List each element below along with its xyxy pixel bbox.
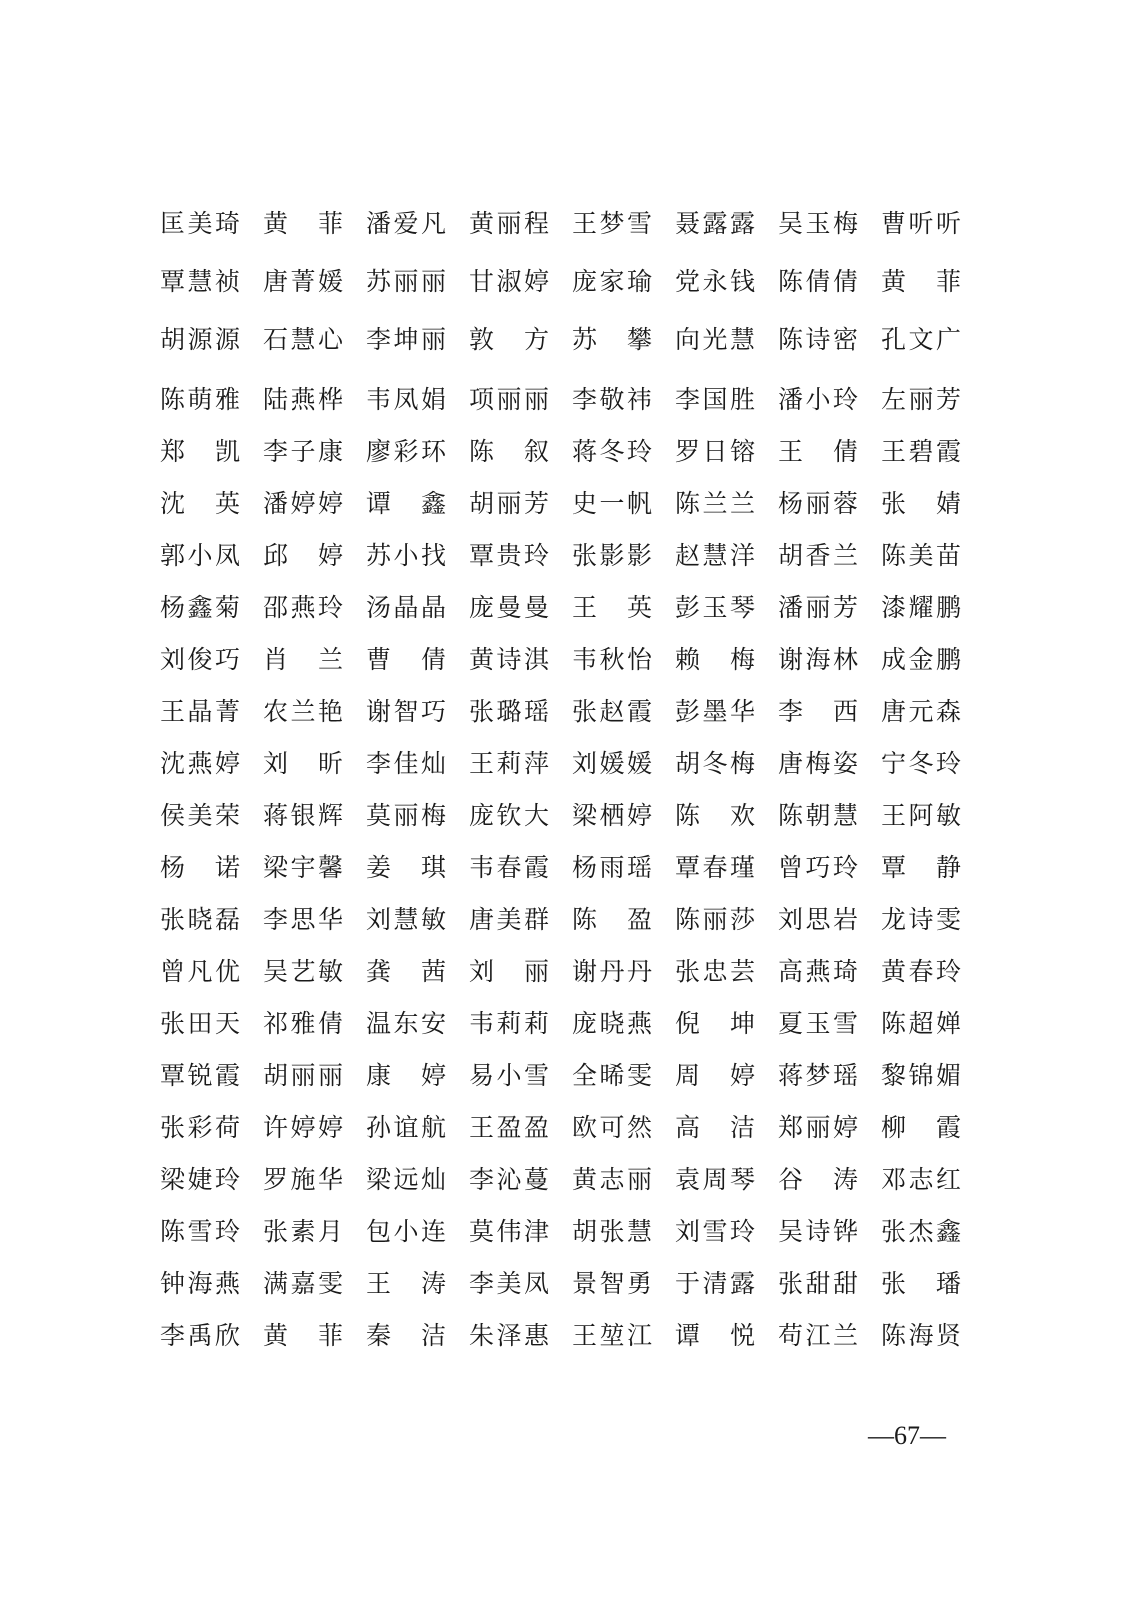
name-entry: 李 西 bbox=[778, 697, 858, 726]
name-entry: 梁 远 灿 bbox=[366, 1165, 446, 1194]
name-row bbox=[160, 692, 980, 744]
name-entry: 祁 雅 倩 bbox=[263, 1009, 343, 1038]
name-entry: 胡 丽 芳 bbox=[469, 489, 549, 518]
name-entry: 侯 美 荣 bbox=[160, 801, 240, 830]
name-entry: 韦 凤 娟 bbox=[366, 385, 446, 414]
name-entry: 柳 霞 bbox=[881, 1113, 961, 1142]
name-entry: 王 盈 盈 bbox=[469, 1113, 549, 1142]
name-entry: 吴 诗 铧 bbox=[778, 1217, 858, 1246]
name-entry: 王 晶 菁 bbox=[160, 697, 240, 726]
name-entry: 王 莉 萍 bbox=[469, 749, 549, 778]
name-entry: 易 小 雪 bbox=[469, 1061, 549, 1090]
name-entry: 胡 源 源 bbox=[160, 325, 240, 354]
name-row bbox=[160, 588, 980, 640]
name-entry: 黄 诗 淇 bbox=[469, 645, 549, 674]
name-entry: 谭 鑫 bbox=[366, 489, 446, 518]
name-entry: 于 清 露 bbox=[675, 1269, 755, 1298]
name-entry: 夏 玉 雪 bbox=[778, 1009, 858, 1038]
name-entry: 张 甜 甜 bbox=[778, 1269, 858, 1298]
name-row bbox=[160, 1004, 980, 1056]
name-entry: 向 光 慧 bbox=[675, 325, 755, 354]
name-row bbox=[160, 640, 980, 692]
name-entry: 谢 海 林 bbox=[778, 645, 858, 674]
name-entry: 张 璠 bbox=[881, 1269, 961, 1298]
name-entry: 陈 朝 慧 bbox=[778, 801, 858, 830]
name-entry: 苟 江 兰 bbox=[778, 1321, 858, 1350]
name-entry: 姜 琪 bbox=[366, 853, 446, 882]
name-entry: 温 东 安 bbox=[366, 1009, 446, 1038]
name-entry: 潘 婷 婷 bbox=[263, 489, 343, 518]
name-entry: 李 佳 灿 bbox=[366, 749, 446, 778]
name-entry: 黎 锦 媚 bbox=[881, 1061, 961, 1090]
name-entry: 覃 慧 祯 bbox=[160, 267, 240, 296]
name-entry: 宁 冬 玲 bbox=[881, 749, 961, 778]
name-entry: 朱 泽 惠 bbox=[469, 1321, 549, 1350]
name-entry: 邓 志 红 bbox=[881, 1165, 961, 1194]
name-entry: 李 敬 祎 bbox=[572, 385, 652, 414]
name-entry: 秦 洁 bbox=[366, 1321, 446, 1350]
name-entry: 左 丽 芳 bbox=[881, 385, 961, 414]
name-entry: 敦 方 bbox=[469, 325, 549, 354]
name-entry: 蒋 冬 玲 bbox=[572, 437, 652, 466]
name-entry: 李 子 康 bbox=[263, 437, 343, 466]
name-entry: 王 梦 雪 bbox=[572, 209, 652, 238]
name-entry: 陈 倩 倩 bbox=[778, 267, 858, 296]
name-entry: 刘 雪 玲 bbox=[675, 1217, 755, 1246]
name-entry: 王 碧 霞 bbox=[881, 437, 961, 466]
name-entry: 郑 丽 婷 bbox=[778, 1113, 858, 1142]
name-entry: 覃 春 瑾 bbox=[675, 853, 755, 882]
name-entry: 李 禹 欣 bbox=[160, 1321, 240, 1350]
name-entry: 张 忠 芸 bbox=[675, 957, 755, 986]
name-entry: 袁 周 琴 bbox=[675, 1165, 755, 1194]
name-entry: 康 婷 bbox=[366, 1061, 446, 1090]
name-entry: 孙 谊 航 bbox=[366, 1113, 446, 1142]
name-entry: 高 燕 琦 bbox=[778, 957, 858, 986]
name-entry: 李 国 胜 bbox=[675, 385, 755, 414]
name-entry: 蒋 银 辉 bbox=[263, 801, 343, 830]
name-entry: 倪 坤 bbox=[675, 1009, 755, 1038]
name-entry: 刘 昕 bbox=[263, 749, 343, 778]
name-entry: 甘 淑 婷 bbox=[469, 267, 549, 296]
name-entry: 覃 锐 霞 bbox=[160, 1061, 240, 1090]
name-entry: 曾 凡 优 bbox=[160, 957, 240, 986]
name-entry: 王 阿 敏 bbox=[881, 801, 961, 830]
name-entry: 钟 海 燕 bbox=[160, 1269, 240, 1298]
name-row bbox=[160, 952, 980, 1004]
name-entry: 刘 慧 敏 bbox=[366, 905, 446, 934]
name-entry: 高 洁 bbox=[675, 1113, 755, 1142]
name-entry: 梁 宇 馨 bbox=[263, 853, 343, 882]
name-entry: 唐 美 群 bbox=[469, 905, 549, 934]
name-entry: 刘 俊 巧 bbox=[160, 645, 240, 674]
name-entry: 苏 丽 丽 bbox=[366, 267, 446, 296]
name-entry: 史 一 帆 bbox=[572, 489, 652, 518]
name-entry: 吴 艺 敏 bbox=[263, 957, 343, 986]
name-entry: 庞 晓 燕 bbox=[572, 1009, 652, 1038]
name-entry: 王 倩 bbox=[778, 437, 858, 466]
name-entry: 沈 燕 婷 bbox=[160, 749, 240, 778]
name-entry: 王 英 bbox=[572, 593, 652, 622]
name-entry: 汤 晶 晶 bbox=[366, 593, 446, 622]
name-entry: 满 嘉 雯 bbox=[263, 1269, 343, 1298]
name-entry: 唐 梅 姿 bbox=[778, 749, 858, 778]
name-entry: 陈 盈 bbox=[572, 905, 652, 934]
name-entry: 苏 攀 bbox=[572, 325, 652, 354]
name-entry: 陈 丽 莎 bbox=[675, 905, 755, 934]
name-entry: 唐 元 森 bbox=[881, 697, 961, 726]
name-entry: 潘 爱 凡 bbox=[366, 209, 446, 238]
name-entry: 成 金 鹏 bbox=[881, 645, 961, 674]
name-entry: 彭 玉 琴 bbox=[675, 593, 755, 622]
name-entry: 黄 菲 bbox=[263, 1321, 343, 1350]
name-entry: 罗 施 华 bbox=[263, 1165, 343, 1194]
name-row bbox=[160, 1316, 980, 1368]
name-entry: 肖 兰 bbox=[263, 645, 343, 674]
name-entry: 潘 丽 芳 bbox=[778, 593, 858, 622]
page-number: —67— bbox=[868, 1421, 946, 1450]
name-entry: 党 永 钱 bbox=[675, 267, 755, 296]
name-entry: 李 思 华 bbox=[263, 905, 343, 934]
name-entry: 杨 鑫 菊 bbox=[160, 593, 240, 622]
name-entry: 胡 丽 丽 bbox=[263, 1061, 343, 1090]
name-entry: 赖 梅 bbox=[675, 645, 755, 674]
name-entry: 谢 丹 丹 bbox=[572, 957, 652, 986]
name-row bbox=[160, 1160, 980, 1212]
name-entry: 张 赵 霞 bbox=[572, 697, 652, 726]
name-entry: 彭 墨 华 bbox=[675, 697, 755, 726]
name-row bbox=[160, 900, 980, 952]
name-entry: 谭 悦 bbox=[675, 1321, 755, 1350]
name-entry: 沈 英 bbox=[160, 489, 240, 518]
name-entry: 景 智 勇 bbox=[572, 1269, 652, 1298]
name-entry: 李 沁 蔓 bbox=[469, 1165, 549, 1194]
name-entry: 庞 钦 大 bbox=[469, 801, 549, 830]
name-entry: 黄 菲 bbox=[263, 209, 343, 238]
name-entry: 李 美 凤 bbox=[469, 1269, 549, 1298]
name-row bbox=[160, 796, 980, 848]
name-entry: 杨 雨 瑶 bbox=[572, 853, 652, 882]
name-entry: 韦 春 霞 bbox=[469, 853, 549, 882]
name-entry: 欧 可 然 bbox=[572, 1113, 652, 1142]
name-entry: 黄 志 丽 bbox=[572, 1165, 652, 1194]
name-row bbox=[160, 1108, 980, 1160]
name-entry: 莫 伟 津 bbox=[469, 1217, 549, 1246]
name-entry: 梁 婕 玲 bbox=[160, 1165, 240, 1194]
name-entry: 龙 诗 雯 bbox=[881, 905, 961, 934]
name-entry: 黄 菲 bbox=[881, 267, 961, 296]
name-entry: 许 婷 婷 bbox=[263, 1113, 343, 1142]
name-entry: 郑 凯 bbox=[160, 437, 240, 466]
name-entry: 王 堃 江 bbox=[572, 1321, 652, 1350]
name-entry: 潘 小 玲 bbox=[778, 385, 858, 414]
name-row bbox=[160, 484, 980, 536]
name-entry: 陈 雪 玲 bbox=[160, 1217, 240, 1246]
name-entry: 庞 家 瑜 bbox=[572, 267, 652, 296]
name-entry: 陈 超 婵 bbox=[881, 1009, 961, 1038]
name-entry: 龚 茜 bbox=[366, 957, 446, 986]
name-entry: 胡 冬 梅 bbox=[675, 749, 755, 778]
name-row bbox=[160, 848, 980, 900]
name-entry: 唐 菁 媛 bbox=[263, 267, 343, 296]
name-entry: 张 素 月 bbox=[263, 1217, 343, 1246]
name-entry: 李 坤 丽 bbox=[366, 325, 446, 354]
name-entry: 全 晞 雯 bbox=[572, 1061, 652, 1090]
name-entry: 罗 日 镕 bbox=[675, 437, 755, 466]
name-entry: 陆 燕 桦 bbox=[263, 385, 343, 414]
name-entry: 梁 栖 婷 bbox=[572, 801, 652, 830]
name-entry: 漆 耀 鹏 bbox=[881, 593, 961, 622]
name-entry: 覃 贵 玲 bbox=[469, 541, 549, 570]
name-entry: 苏 小 找 bbox=[366, 541, 446, 570]
name-entry: 杨 诺 bbox=[160, 853, 240, 882]
name-row bbox=[160, 320, 980, 372]
name-entry: 谢 智 巧 bbox=[366, 697, 446, 726]
name-entry: 邵 燕 玲 bbox=[263, 593, 343, 622]
name-entry: 刘 媛 媛 bbox=[572, 749, 652, 778]
name-entry: 陈 诗 密 bbox=[778, 325, 858, 354]
name-entry: 刘 思 岩 bbox=[778, 905, 858, 934]
name-entry: 张 彩 荷 bbox=[160, 1113, 240, 1142]
name-entry: 杨 丽 蓉 bbox=[778, 489, 858, 518]
name-entry: 胡 香 兰 bbox=[778, 541, 858, 570]
name-entry: 蒋 梦 瑶 bbox=[778, 1061, 858, 1090]
name-entry: 匡 美 琦 bbox=[160, 209, 240, 238]
name-entry: 陈 海 贤 bbox=[881, 1321, 961, 1350]
name-entry: 周 婷 bbox=[675, 1061, 755, 1090]
name-entry: 莫 丽 梅 bbox=[366, 801, 446, 830]
name-entry: 曾 巧 玲 bbox=[778, 853, 858, 882]
name-row bbox=[160, 262, 980, 314]
name-entry: 陈 叙 bbox=[469, 437, 549, 466]
name-entry: 曹 听 听 bbox=[881, 209, 961, 238]
name-entry: 农 兰 艳 bbox=[263, 697, 343, 726]
name-entry: 赵 慧 洋 bbox=[675, 541, 755, 570]
name-entry: 张 影 影 bbox=[572, 541, 652, 570]
name-entry: 韦 莉 莉 bbox=[469, 1009, 549, 1038]
name-entry: 张 晓 磊 bbox=[160, 905, 240, 934]
name-entry: 张 璐 瑶 bbox=[469, 697, 549, 726]
name-entry: 陈 欢 bbox=[675, 801, 755, 830]
name-entry: 曹 倩 bbox=[366, 645, 446, 674]
name-row bbox=[160, 432, 980, 484]
name-entry: 陈 美 苗 bbox=[881, 541, 961, 570]
name-row bbox=[160, 380, 980, 432]
name-entry: 项 丽 丽 bbox=[469, 385, 549, 414]
name-entry: 庞 曼 曼 bbox=[469, 593, 549, 622]
name-entry: 胡 张 慧 bbox=[572, 1217, 652, 1246]
name-entry: 郭 小 凤 bbox=[160, 541, 240, 570]
name-entry: 刘 丽 bbox=[469, 957, 549, 986]
name-entry: 陈 萌 雅 bbox=[160, 385, 240, 414]
name-entry: 黄 春 玲 bbox=[881, 957, 961, 986]
name-entry: 王 涛 bbox=[366, 1269, 446, 1298]
name-entry: 覃 静 bbox=[881, 853, 961, 882]
name-entry: 石 慧 心 bbox=[263, 325, 343, 354]
name-row bbox=[160, 1212, 980, 1264]
name-entry: 吴 玉 梅 bbox=[778, 209, 858, 238]
name-row bbox=[160, 1264, 980, 1316]
name-entry: 张 田 天 bbox=[160, 1009, 240, 1038]
name-entry: 聂 露 露 bbox=[675, 209, 755, 238]
name-entry: 包 小 连 bbox=[366, 1217, 446, 1246]
name-row bbox=[160, 536, 980, 588]
name-row bbox=[160, 204, 980, 256]
name-entry: 张 婧 bbox=[881, 489, 961, 518]
name-entry: 邱 婷 bbox=[263, 541, 343, 570]
name-entry: 黄 丽 程 bbox=[469, 209, 549, 238]
name-entry: 谷 涛 bbox=[778, 1165, 858, 1194]
name-entry: 陈 兰 兰 bbox=[675, 489, 755, 518]
name-entry: 韦 秋 怡 bbox=[572, 645, 652, 674]
name-row bbox=[160, 1056, 980, 1108]
name-entry: 廖 彩 环 bbox=[366, 437, 446, 466]
name-row bbox=[160, 744, 980, 796]
name-entry: 孔 文 广 bbox=[881, 325, 961, 354]
name-entry: 张 杰 鑫 bbox=[881, 1217, 961, 1246]
